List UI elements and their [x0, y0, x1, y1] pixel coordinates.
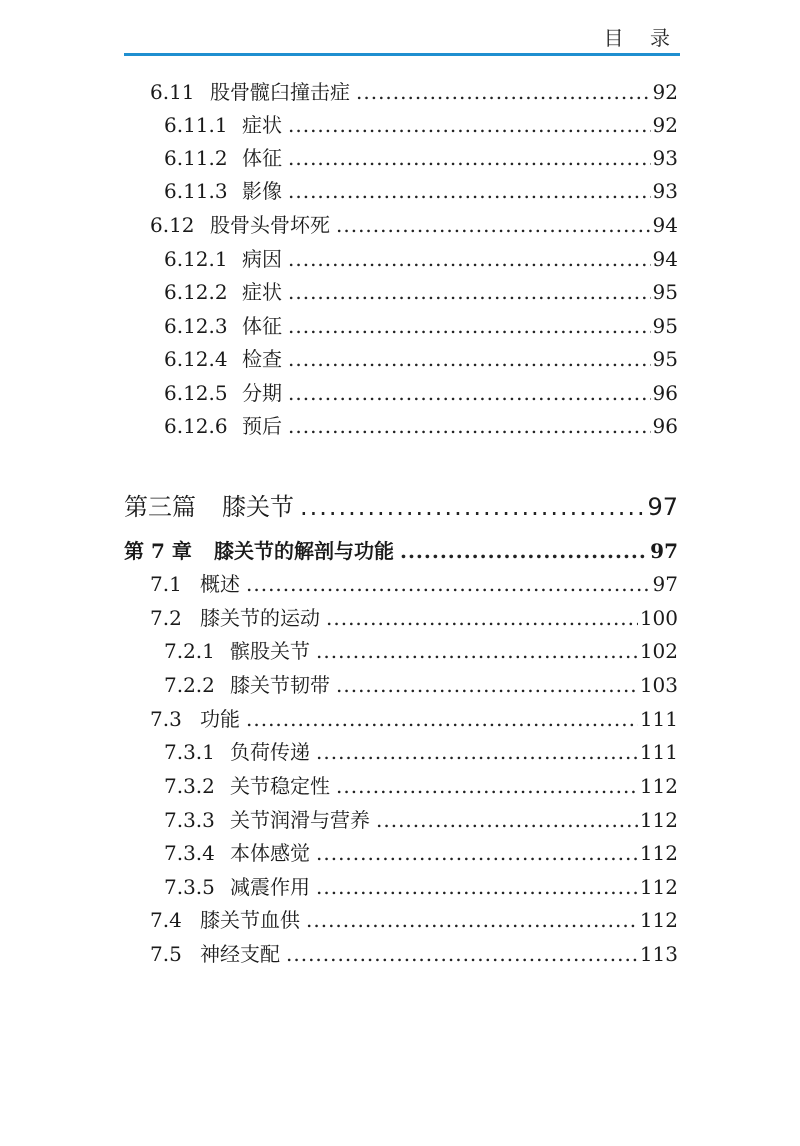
toc-entry-7-4[interactable] [150, 905, 678, 935]
toc-leader [316, 838, 638, 868]
toc-page: 92 [652, 113, 678, 137]
toc-entry-6-12-3[interactable] [164, 311, 678, 341]
header-rule [124, 53, 680, 56]
toc-leader [326, 603, 638, 633]
toc-leader [286, 939, 638, 969]
toc-title: 髌股关节 [230, 639, 310, 663]
toc-entry-7-3-2[interactable] [164, 771, 678, 801]
toc-page: 97 [652, 572, 678, 596]
toc-number: 6.11 [150, 80, 195, 104]
toc-number: 7.2 [150, 606, 182, 630]
toc-part-3[interactable] [124, 489, 678, 525]
toc-number: 7.2.2 [164, 673, 215, 697]
toc-entry-7-5[interactable] [150, 939, 678, 969]
toc-page: 97 [647, 493, 678, 521]
toc-leader [336, 210, 651, 240]
toc-title: 减震作用 [230, 875, 310, 899]
toc-leader [288, 411, 651, 441]
toc-part-title: 膝关节 [222, 493, 294, 521]
toc-page: 112 [639, 908, 678, 932]
toc-page: 93 [652, 179, 678, 203]
toc-number: 7.4 [150, 908, 182, 932]
toc-title: 股骨头骨坏死 [210, 213, 330, 237]
toc-entry-6-12-4[interactable] [164, 344, 678, 374]
toc-leader [288, 378, 651, 408]
toc-entry-6-12[interactable] [150, 210, 678, 240]
toc-number: 6.12.3 [164, 314, 228, 338]
toc-number: 6.12.6 [164, 414, 228, 438]
toc-entry-7-3-5[interactable] [164, 872, 678, 902]
toc-number: 6.11.2 [164, 146, 228, 170]
toc-title: 膝关节的运动 [200, 606, 320, 630]
toc-number: 6.12 [150, 213, 195, 237]
toc-chapter-number: 第 7 章 [124, 539, 192, 563]
toc-leader [288, 143, 651, 173]
toc-leader [400, 536, 648, 566]
toc-leader [288, 277, 651, 307]
toc-number: 7.3 [150, 707, 182, 731]
toc-page: 92 [652, 80, 678, 104]
toc-number: 6.12.1 [164, 247, 228, 271]
toc-page: 96 [652, 381, 678, 405]
toc-leader [288, 311, 651, 341]
toc-page: 94 [652, 213, 678, 237]
toc-title: 股骨髋臼撞击症 [210, 80, 350, 104]
toc-number: 7.3.1 [164, 740, 215, 764]
toc-leader [316, 636, 638, 666]
toc-leader [336, 670, 638, 700]
toc-number: 6.12.2 [164, 280, 228, 304]
toc-entry-7-3[interactable] [150, 704, 678, 734]
toc-page: 111 [639, 707, 678, 731]
toc-entry-6-11[interactable] [150, 77, 678, 107]
toc-entry-7-2-2[interactable] [164, 670, 678, 700]
toc-page: 93 [652, 146, 678, 170]
toc-page: 96 [652, 414, 678, 438]
toc-leader [246, 569, 651, 599]
toc-page: 102 [639, 639, 678, 663]
toc-number: 7.1 [150, 572, 182, 596]
page-header-title: 目 录 [603, 26, 680, 50]
toc-page: 111 [639, 740, 678, 764]
toc-leader [316, 737, 638, 767]
toc-leader [288, 244, 651, 274]
toc-number: 6.11.1 [164, 113, 228, 137]
toc-title: 预后 [242, 414, 282, 438]
toc-page: 95 [652, 280, 678, 304]
toc-page: 113 [639, 942, 678, 966]
toc-leader [336, 771, 638, 801]
toc-number: 7.2.1 [164, 639, 215, 663]
toc-page: 112 [639, 808, 678, 832]
toc-page: 112 [639, 875, 678, 899]
toc-leader [316, 872, 638, 902]
toc-number: 7.3.4 [164, 841, 215, 865]
toc-entry-6-12-1[interactable] [164, 244, 678, 274]
toc-title: 关节稳定性 [230, 774, 330, 798]
toc-entry-6-11-1[interactable] [164, 110, 678, 140]
toc-title: 概述 [200, 572, 240, 596]
toc-title: 分期 [242, 381, 282, 405]
toc-entry-7-3-1[interactable] [164, 737, 678, 767]
toc-title: 影像 [242, 179, 282, 203]
toc-title: 关节润滑与营养 [230, 808, 370, 832]
toc-chapter-title: 膝关节的解剖与功能 [214, 539, 394, 563]
toc-title: 膝关节血供 [200, 908, 300, 932]
toc-entry-7-2-1[interactable] [164, 636, 678, 666]
toc-leader [306, 905, 638, 935]
toc-entry-6-11-3[interactable] [164, 176, 678, 206]
toc-title: 负荷传递 [230, 740, 310, 764]
toc-leader [246, 704, 638, 734]
toc-page: 100 [639, 606, 678, 630]
toc-page: 112 [639, 841, 678, 865]
toc-number: 7.5 [150, 942, 182, 966]
toc-number: 7.3.5 [164, 875, 215, 899]
toc-title: 症状 [242, 113, 282, 137]
toc-title: 神经支配 [200, 942, 280, 966]
toc-leader [288, 110, 651, 140]
toc-leader [288, 344, 651, 374]
toc-entry-7-3-4[interactable] [164, 838, 678, 868]
toc-entry-6-12-2[interactable] [164, 277, 678, 307]
toc-number: 7.3.3 [164, 808, 215, 832]
toc-title: 检查 [242, 347, 282, 371]
toc-number: 6.12.4 [164, 347, 228, 371]
toc-entry-7-1[interactable] [150, 569, 678, 599]
toc-page: 112 [639, 774, 678, 798]
toc-leader [376, 805, 638, 835]
toc-title: 体征 [242, 314, 282, 338]
toc-title: 症状 [242, 280, 282, 304]
toc-entry-6-12-6[interactable] [164, 411, 678, 441]
toc-title: 病因 [242, 247, 282, 271]
toc-page: 94 [652, 247, 678, 271]
toc-title: 体征 [242, 146, 282, 170]
toc-page: 103 [639, 673, 678, 697]
toc-leader [300, 489, 645, 525]
toc-title: 功能 [200, 707, 240, 731]
toc-page: 95 [652, 347, 678, 371]
toc-part-number: 第三篇 [124, 493, 196, 521]
toc-entry-7-3-3[interactable] [164, 805, 678, 835]
toc-entry-6-12-5[interactable] [164, 378, 678, 408]
toc-title: 本体感觉 [230, 841, 310, 865]
toc-page: 97 [650, 539, 678, 563]
toc-leader [288, 176, 651, 206]
toc-page: 95 [652, 314, 678, 338]
toc-number: 6.11.3 [164, 179, 228, 203]
toc-entry-6-11-2[interactable] [164, 143, 678, 173]
toc-number: 7.3.2 [164, 774, 215, 798]
toc-title: 膝关节韧带 [230, 673, 330, 697]
toc-number: 6.12.5 [164, 381, 228, 405]
toc-chapter-7[interactable] [124, 536, 678, 566]
toc-entry-7-2[interactable] [150, 603, 678, 633]
toc-leader [356, 77, 651, 107]
